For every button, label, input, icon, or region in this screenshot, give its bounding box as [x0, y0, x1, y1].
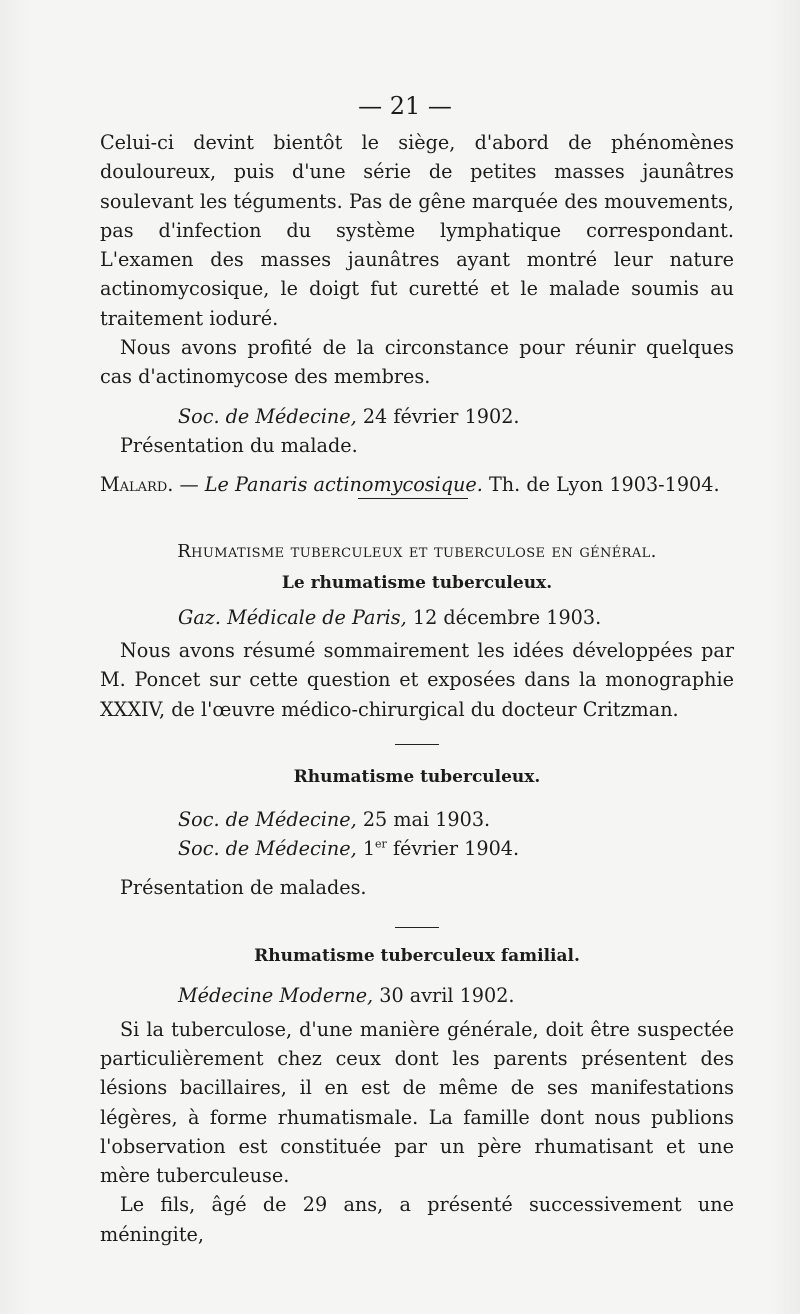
subsection-1-text: Nous avons résumé sommairement les idées développées par M. Poncet sur cette question et exposées dans la monographie XXXIV, de l'œuvre médico-chirurgical du docteur Critzman.	[100, 638, 734, 721]
subsection-title-2: Rhumatisme tuberculeux.	[293, 767, 541, 788]
reference-journal: Médecine Moderne,	[178, 984, 374, 1008]
thesis-rest: Th. de Lyon 1903-1904.	[488, 473, 720, 497]
dash: —	[179, 473, 199, 497]
presentation-malade: Présentation du malade.	[120, 433, 358, 457]
subsection-3-paragraph-1: Si la tuberculose, d'une manière générale, doit être suspectée particulièrement chez ceux dont les parents présentent des lésions bacillaires, il en est de même de ses manifestations légères, à forme rhumatismale. La famille dont nous publions l'observation est constituée par un père rhumatisant et une mère tuberculeuse.	[100, 1017, 734, 1188]
subsection-title-1: Le rhumatisme tuberculeux.	[281, 573, 553, 594]
subsection-3-paragraph-2: Le fils, âgé de 29 ans, a présenté successivement une méningite,	[100, 1193, 734, 1246]
reference-date: 30 avril 1902.	[379, 984, 515, 1008]
author-name: Malard.	[100, 473, 174, 497]
reference-soc-medecine-1904	[100, 834, 734, 863]
reference-journal: Soc. de Médecine,	[178, 404, 357, 428]
subsection-title-3: Rhumatisme tuberculeux familial.	[254, 946, 580, 967]
reference-soc-medecine-1903	[100, 805, 734, 834]
reference-journal: Soc. de Médecine,	[178, 836, 357, 860]
reference-day-suffix: er	[375, 837, 387, 851]
intro-paragraph: Celui-ci devint bientôt le siège, d'abord de phénomènes douloureux, puis d'une série de petites masses jaunâtres soulevant les téguments. Pas de gêne marquée des mouvements, pas d'infection du système lymphatique correspondant. L'examen des masses jaunâtres ayant montré leur nature actinomycosique, le doigt fut curetté et le malade soumis au traitement ioduré.	[100, 131, 734, 330]
reference-journal: Soc. de Médecine,	[178, 807, 357, 831]
page-number: — 21 —	[358, 92, 452, 120]
reference-date: février 1904.	[392, 836, 520, 860]
reference-day: 1	[362, 836, 376, 860]
page-body	[100, 128, 734, 1249]
subsection-2-text: Présentation de malades.	[120, 876, 367, 900]
section-title: Rhumatisme tuberculeux et tuberculose en général.	[177, 541, 657, 563]
reference-date: 12 décembre 1903.	[412, 605, 602, 629]
thesis-title: Le Panaris actinomycosique.	[204, 473, 483, 497]
separator-rule	[395, 744, 439, 746]
reference-medecine-moderne	[100, 981, 734, 1010]
reference-journal: Gaz. Médicale de Paris,	[178, 605, 407, 629]
reference-soc-medecine-1902	[100, 402, 734, 431]
reference-date: 25 mai 1903.	[362, 807, 491, 831]
reference-gaz-medicale	[100, 603, 734, 632]
profited-paragraph: Nous avons profité de la circonstance pour réunir quelques cas d'actinomycose des membres.	[100, 336, 734, 389]
separator-rule	[395, 927, 439, 929]
reference-date: 24 février 1902.	[362, 404, 520, 428]
malard-reference	[100, 470, 734, 499]
